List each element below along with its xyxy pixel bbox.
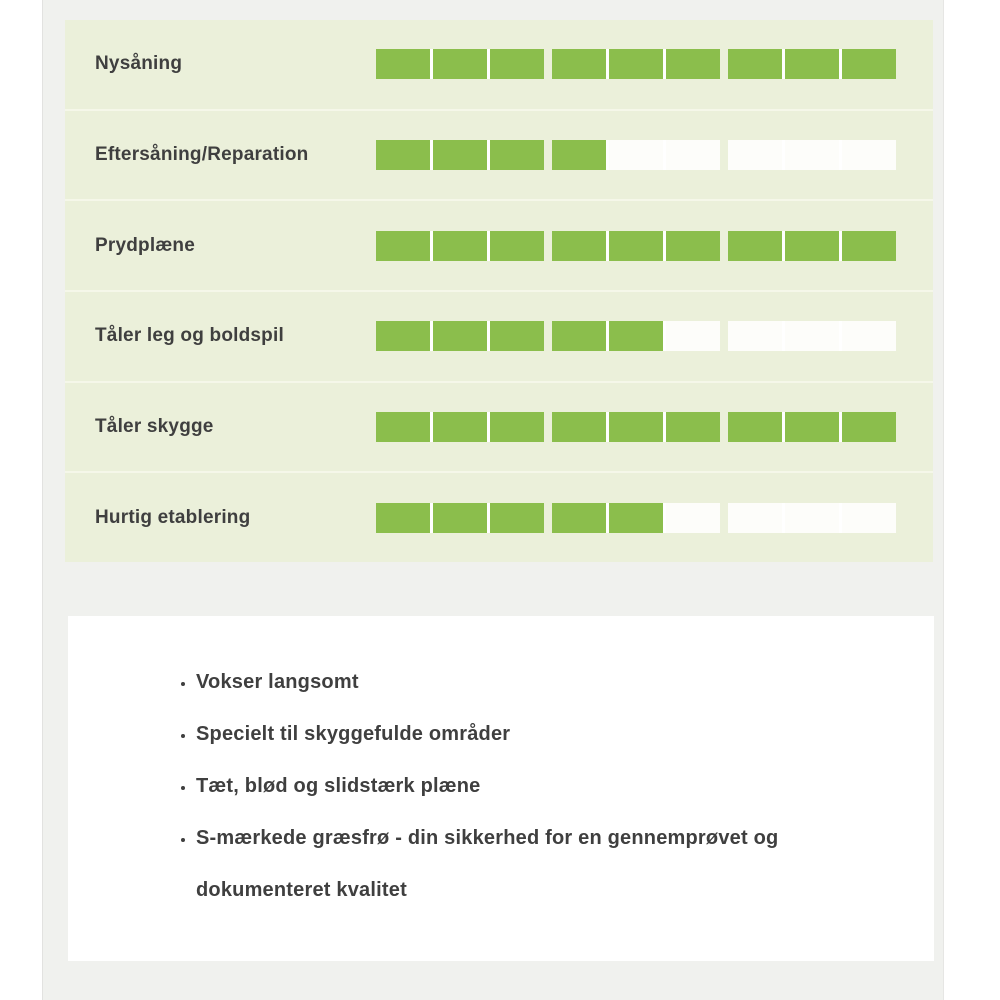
bullet-list bbox=[68, 616, 934, 916]
rating-segment-filled bbox=[376, 412, 430, 442]
rating-bar bbox=[376, 140, 896, 170]
segment-group bbox=[728, 321, 896, 351]
segment-group bbox=[552, 321, 720, 351]
segment-group bbox=[376, 321, 544, 351]
rating-segment-filled bbox=[785, 231, 839, 261]
segment-group bbox=[728, 503, 896, 533]
segment-group bbox=[376, 503, 544, 533]
segment-group bbox=[376, 140, 544, 170]
content-column bbox=[42, 0, 944, 1000]
rating-segment-filled bbox=[552, 321, 606, 351]
rating-segment-filled bbox=[376, 49, 430, 79]
segment-group bbox=[552, 49, 720, 79]
rating-row bbox=[65, 383, 933, 474]
rating-segment-filled bbox=[609, 231, 663, 261]
rating-segment-filled bbox=[552, 49, 606, 79]
segment-group bbox=[552, 140, 720, 170]
rating-segment-empty bbox=[842, 321, 896, 351]
rating-segment-empty bbox=[666, 140, 720, 170]
segment-group bbox=[376, 49, 544, 79]
rating-segment-filled bbox=[666, 49, 720, 79]
rating-segment-filled bbox=[490, 49, 544, 79]
rating-bar bbox=[376, 503, 896, 533]
bullet-item: • Specielt til skyggefulde områder bbox=[196, 708, 914, 760]
rating-segment-filled bbox=[842, 412, 896, 442]
rating-row bbox=[65, 473, 933, 562]
rating-segment-filled bbox=[842, 231, 896, 261]
rating-segment-filled bbox=[376, 140, 430, 170]
bullet-item: • Vokser langsomt bbox=[196, 656, 914, 708]
rating-bar bbox=[376, 412, 896, 442]
rating-segment-filled bbox=[552, 412, 606, 442]
segment-group bbox=[728, 140, 896, 170]
segment-group bbox=[552, 412, 720, 442]
rating-segment-filled bbox=[433, 321, 487, 351]
segment-group bbox=[728, 231, 896, 261]
rating-label: Tåler leg og boldspil bbox=[95, 325, 284, 347]
rating-segment-filled bbox=[552, 503, 606, 533]
rating-row bbox=[65, 292, 933, 383]
rating-segment-filled bbox=[609, 503, 663, 533]
rating-segment-filled bbox=[842, 49, 896, 79]
segment-group bbox=[728, 49, 896, 79]
rating-label: Eftersåning/Reparation bbox=[95, 144, 309, 165]
rating-segment-filled bbox=[666, 412, 720, 442]
rating-label: Hurtig etablering bbox=[95, 506, 251, 528]
rating-segment-filled bbox=[490, 503, 544, 533]
rating-segment-filled bbox=[552, 231, 606, 261]
rating-segment-filled bbox=[609, 49, 663, 79]
rating-segment-filled bbox=[433, 140, 487, 170]
segment-group bbox=[376, 412, 544, 442]
info-card bbox=[68, 616, 934, 961]
rating-label: Prydplæne bbox=[95, 234, 195, 256]
rating-segment-filled bbox=[609, 321, 663, 351]
bullet-item: • S-mærkede græsfrø - din sikkerhed for en gennemprøvet og dokumenteret kvalitet bbox=[196, 812, 914, 916]
rating-segment-filled bbox=[490, 231, 544, 261]
ratings-panel bbox=[65, 20, 933, 562]
rating-segment-filled bbox=[728, 412, 782, 442]
segment-group bbox=[728, 412, 896, 442]
rating-bar bbox=[376, 231, 896, 261]
rating-bar bbox=[376, 321, 896, 351]
rating-row bbox=[65, 201, 933, 292]
rating-segment-empty bbox=[728, 503, 782, 533]
rating-segment-filled bbox=[433, 503, 487, 533]
rating-segment-filled bbox=[490, 321, 544, 351]
rating-segment-filled bbox=[728, 49, 782, 79]
rating-segment-filled bbox=[376, 321, 430, 351]
rating-label: Nysåning bbox=[95, 53, 183, 75]
rating-segment-filled bbox=[376, 503, 430, 533]
rating-row bbox=[65, 111, 933, 202]
rating-segment-filled bbox=[433, 49, 487, 79]
rating-segment-empty bbox=[728, 140, 782, 170]
rating-segment-filled bbox=[433, 231, 487, 261]
rating-segment-filled bbox=[609, 412, 663, 442]
rating-segment-empty bbox=[609, 140, 663, 170]
rating-label: Tåler skygge bbox=[95, 416, 214, 438]
segment-group bbox=[552, 503, 720, 533]
rating-segment-empty bbox=[666, 503, 720, 533]
bullet-item: • Tæt, blød og slidstærk plæne bbox=[196, 760, 914, 812]
rating-segment-empty bbox=[842, 503, 896, 533]
rating-segment-empty bbox=[728, 321, 782, 351]
rating-segment-filled bbox=[785, 49, 839, 79]
rating-segment-empty bbox=[785, 503, 839, 533]
rating-segment-filled bbox=[490, 412, 544, 442]
rating-bar bbox=[376, 49, 896, 79]
rating-segment-filled bbox=[433, 412, 487, 442]
rating-segment-empty bbox=[785, 321, 839, 351]
segment-group bbox=[552, 231, 720, 261]
rating-segment-filled bbox=[490, 140, 544, 170]
rating-segment-filled bbox=[666, 231, 720, 261]
rating-segment-filled bbox=[728, 231, 782, 261]
rating-segment-empty bbox=[666, 321, 720, 351]
rating-segment-empty bbox=[842, 140, 896, 170]
rating-row bbox=[65, 20, 933, 111]
segment-group bbox=[376, 231, 544, 261]
rating-segment-filled bbox=[552, 140, 606, 170]
rating-segment-empty bbox=[785, 140, 839, 170]
rating-segment-filled bbox=[785, 412, 839, 442]
rating-segment-filled bbox=[376, 231, 430, 261]
